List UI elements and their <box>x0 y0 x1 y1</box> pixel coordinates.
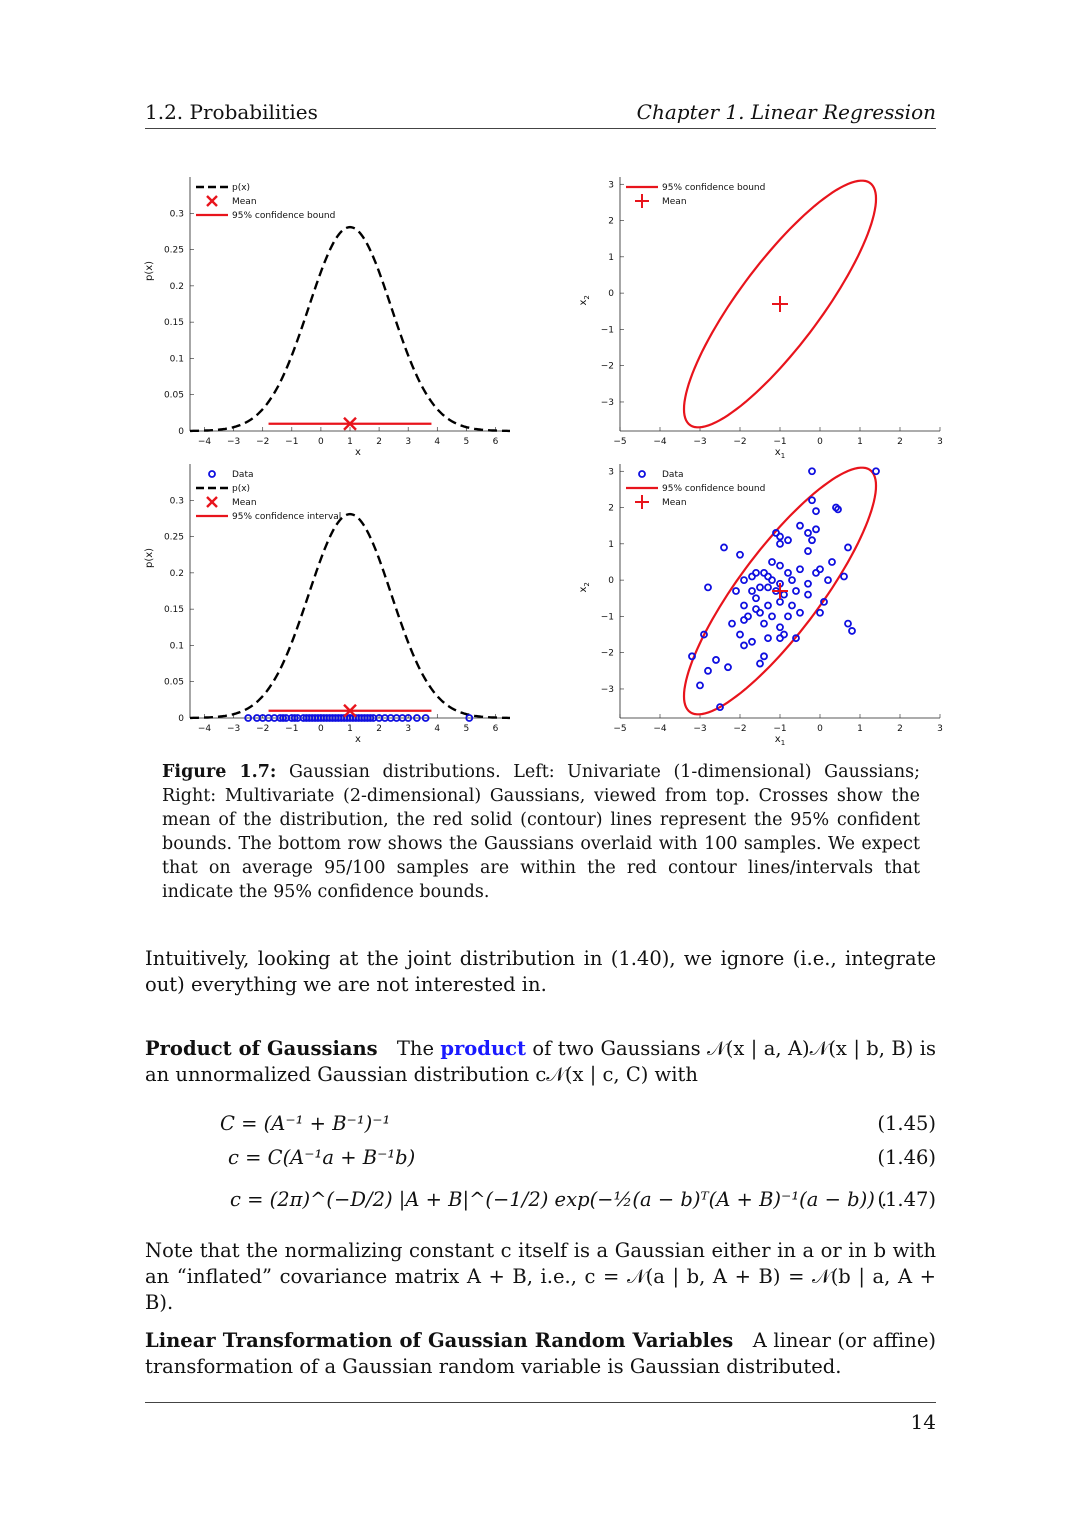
data-point <box>769 559 775 565</box>
data-point <box>813 508 819 514</box>
y-axis-label: p(x) <box>144 260 155 282</box>
x-tick-label: 1 <box>857 724 863 734</box>
y-tick-label: 0.05 <box>163 677 184 688</box>
x-tick-label: −1 <box>773 437 787 447</box>
x-tick-label: 2 <box>897 437 903 447</box>
legend-mean-marker <box>207 497 217 507</box>
data-point <box>813 526 819 532</box>
data-point <box>785 537 791 543</box>
legend-label: 95% confidence interval <box>232 512 342 522</box>
x-tick-label: 1 <box>347 437 353 447</box>
y-tick-label: 2 <box>608 503 614 514</box>
x-tick-label: 2 <box>376 724 382 734</box>
data-point <box>845 621 851 627</box>
x-axis-label: $x_1$ <box>774 447 786 460</box>
x-tick-label: −3 <box>693 724 707 734</box>
data-point <box>741 617 747 623</box>
data-point <box>805 581 811 587</box>
data-point <box>777 534 783 540</box>
x-tick-label: −4 <box>653 437 667 447</box>
data-point <box>765 603 771 609</box>
x-tick-label: −3 <box>693 437 707 447</box>
running-header-chapter: Chapter 1. Linear Regression <box>636 100 936 124</box>
data-point <box>725 664 731 670</box>
equation-number: (1.46) <box>877 1146 936 1169</box>
data-point <box>737 552 743 558</box>
x-tick-label: 1 <box>347 724 353 734</box>
plot-univariate-top <box>140 165 520 465</box>
plot-univariate-bottom <box>140 452 520 752</box>
x-tick-label: −2 <box>733 437 747 447</box>
data-point <box>777 624 783 630</box>
data-point <box>777 599 783 605</box>
data-point <box>785 613 791 619</box>
y-tick-label: −2 <box>600 361 614 372</box>
mean-marker <box>772 296 788 312</box>
data-point <box>817 610 823 616</box>
x-tick-label: −2 <box>256 437 270 447</box>
data-point <box>829 559 835 565</box>
y-tick-label: 0 <box>178 427 184 437</box>
data-point <box>757 661 763 667</box>
y-tick-label: 3 <box>608 467 614 478</box>
legend-data-marker <box>639 471 645 477</box>
legend-data-marker <box>209 471 215 477</box>
legend-mean-marker <box>635 495 649 509</box>
data-point <box>793 588 799 594</box>
data-point <box>749 639 755 645</box>
intro-paragraph: Intuitively, looking at the joint distribution in (1.40), we ignore (i.e., integrate out) everything we are not interested in. <box>145 947 936 996</box>
data-point <box>809 468 815 474</box>
figure-caption <box>162 760 920 904</box>
linear-heading: Linear Transformation of Gaussian Random Variables <box>145 1329 734 1352</box>
density-curve <box>190 227 510 431</box>
data-point <box>753 595 759 601</box>
x-tick-label: 5 <box>463 724 470 734</box>
equation-number: (1.45) <box>877 1112 936 1135</box>
equation-expr: c = C(A⁻¹a + B⁻¹b) <box>228 1146 416 1169</box>
y-tick-label: 0.3 <box>169 496 184 507</box>
y-tick-label: 0.15 <box>163 318 184 329</box>
data-point <box>785 570 791 576</box>
data-point <box>849 628 855 634</box>
data-point <box>797 566 803 572</box>
footer-rule <box>145 1402 936 1403</box>
data-point <box>749 588 755 594</box>
y-tick-label: 0.25 <box>163 245 184 256</box>
y-tick-label: 0 <box>178 714 184 724</box>
legend-mean-marker <box>207 196 217 206</box>
y-tick-label: 0.15 <box>163 605 184 616</box>
y-tick-label: 0.1 <box>169 354 184 365</box>
equation-expr: c = (2π)^(−D/2) |A + B|^(−1/2) exp(−½(a − b)ᵀ(A + B)⁻¹(a − b)) . <box>230 1188 888 1211</box>
plot-multivariate-bottom <box>570 452 950 752</box>
y-tick-label: 2 <box>608 216 614 227</box>
data-point <box>873 468 879 474</box>
x-tick-label: −4 <box>653 724 667 734</box>
legend-label: p(x) <box>232 183 251 193</box>
data-point <box>805 548 811 554</box>
y-tick-label: −1 <box>600 612 614 623</box>
y-tick-label: −3 <box>600 684 614 695</box>
y-tick-label: −3 <box>600 397 614 408</box>
caption-label: Figure 1.7: <box>162 762 277 782</box>
header-rule <box>145 128 936 129</box>
x-tick-label: 0 <box>318 724 324 734</box>
y-axis-label: $x_2$ <box>578 295 591 306</box>
data-point <box>789 603 795 609</box>
data-point <box>765 635 771 641</box>
y-tick-label: −2 <box>600 648 614 659</box>
legend-label: Data <box>232 470 254 480</box>
x-tick-label: −5 <box>613 437 627 447</box>
running-header-section: 1.2. Probabilities <box>145 100 318 124</box>
y-tick-label: 0 <box>608 576 614 587</box>
data-point <box>741 577 747 583</box>
density-curve <box>190 514 510 718</box>
data-point <box>825 577 831 583</box>
x-tick-label: 5 <box>463 437 470 447</box>
data-point <box>789 577 795 583</box>
legend-label: Mean <box>232 197 257 207</box>
data-point <box>729 621 735 627</box>
legend-mean-marker <box>635 194 649 208</box>
data-point <box>761 653 767 659</box>
y-axis-label: $x_2$ <box>578 582 591 593</box>
x-tick-label: 1 <box>857 437 863 447</box>
legend-label: 95% confidence bound <box>662 484 766 494</box>
data-point <box>777 563 783 569</box>
linear-text: A linear (or affine) transformation of a Gaussian random variable is Gaussian distributed. <box>145 1329 936 1378</box>
x-tick-label: 3 <box>405 437 412 447</box>
page-number: 14 <box>910 1410 936 1434</box>
data-point <box>797 610 803 616</box>
x-tick-label: 0 <box>318 437 324 447</box>
data-point <box>749 573 755 579</box>
x-axis-label: $x_1$ <box>774 734 786 747</box>
data-point <box>765 584 771 590</box>
y-tick-label: −1 <box>600 325 614 336</box>
data-point <box>809 537 815 543</box>
legend-label: Mean <box>662 197 687 207</box>
data-point <box>813 570 819 576</box>
data-point <box>805 592 811 598</box>
data-point <box>805 530 811 536</box>
caption-text: Gaussian distributions. Left: Univariate (1-dimensional) Gaussians; Right: Multivariate (2-dimensional) Gaussians, viewed from top. Crosses show the mean of the distribution, the red solid (contour) lines represent the 95% confident bounds. The bottom row shows the Gaussians overlaid with 100 samples. We expect that on average 95/100 samples are within the red contour lines/intervals that indicate the 95% confidence bounds. <box>162 762 920 902</box>
x-tick-label: 6 <box>492 437 499 447</box>
y-tick-label: 0.25 <box>163 532 184 543</box>
equation-number: (1.47) <box>877 1188 936 1211</box>
data-point <box>757 584 763 590</box>
x-tick-label: 0 <box>817 437 823 447</box>
data-point <box>797 523 803 529</box>
data-point <box>705 584 711 590</box>
legend-label: p(x) <box>232 484 251 494</box>
x-tick-label: 4 <box>434 437 441 447</box>
y-tick-label: 0.1 <box>169 641 184 652</box>
legend-label: 95% confidence bound <box>232 211 336 221</box>
x-tick-label: 4 <box>434 724 441 734</box>
x-tick-label: −2 <box>256 724 270 734</box>
legend-label: Mean <box>662 498 687 508</box>
x-tick-label: −1 <box>773 724 787 734</box>
data-point <box>697 682 703 688</box>
x-tick-label: 2 <box>376 437 382 447</box>
data-point <box>705 668 711 674</box>
plot-multivariate-top <box>570 165 950 465</box>
legend-label: Mean <box>232 498 257 508</box>
x-tick-label: −3 <box>226 724 241 734</box>
equation-expr: C = (A⁻¹ + B⁻¹)⁻¹ <box>220 1112 391 1135</box>
data-point <box>733 588 739 594</box>
x-tick-label: −1 <box>285 724 299 734</box>
data-point <box>713 657 719 663</box>
y-axis-label: p(x) <box>144 547 155 569</box>
x-tick-label: 6 <box>492 724 499 734</box>
y-tick-label: 0.05 <box>163 390 184 401</box>
data-point <box>777 635 783 641</box>
data-point <box>841 573 847 579</box>
x-tick-label: 0 <box>817 724 823 734</box>
data-point <box>757 610 763 616</box>
x-tick-label: −2 <box>733 724 747 734</box>
x-axis-label: x <box>355 447 361 458</box>
data-point <box>741 642 747 648</box>
legend-label: Data <box>662 470 684 480</box>
x-tick-label: 3 <box>937 724 943 734</box>
product-paragraph <box>145 1036 936 1088</box>
x-tick-label: 3 <box>937 437 943 447</box>
y-tick-label: 0.3 <box>169 209 184 220</box>
data-point <box>845 544 851 550</box>
note-paragraph: Note that the normalizing constant c itself is a Gaussian either in a or in b with an “inflated” covariance matrix A + B, i.e., c = 𝒩(a | b, A + B) = 𝒩(b | a, A + B). <box>145 1239 936 1314</box>
data-point <box>809 497 815 503</box>
y-tick-label: 1 <box>608 539 614 550</box>
product-heading: Product of Gaussians <box>145 1037 378 1060</box>
product-text-2: of two Gaussians 𝒩(x | a, A)𝒩(x | b, B) is an unnormalized Gaussian distribution c𝒩(x | c, C) with <box>145 1037 936 1086</box>
legend-label: 95% confidence bound <box>662 183 766 193</box>
x-tick-label: −3 <box>226 437 241 447</box>
y-tick-label: 3 <box>608 180 614 191</box>
x-tick-label: −5 <box>613 724 627 734</box>
y-tick-label: 0.2 <box>169 568 184 579</box>
x-tick-label: 2 <box>897 724 903 734</box>
data-point <box>769 613 775 619</box>
product-text-1: The <box>396 1037 434 1060</box>
y-tick-label: 0.2 <box>169 281 184 292</box>
product-link[interactable]: product <box>440 1037 526 1060</box>
x-tick-label: 3 <box>405 724 412 734</box>
data-point <box>737 632 743 638</box>
linear-paragraph <box>145 1328 936 1380</box>
y-tick-label: 1 <box>608 252 614 263</box>
data-point <box>769 577 775 583</box>
x-axis-label: x <box>355 734 361 745</box>
data-point <box>721 544 727 550</box>
x-tick-label: −4 <box>197 437 212 447</box>
x-tick-label: −4 <box>197 724 212 734</box>
data-point <box>781 592 787 598</box>
y-tick-label: 0 <box>608 289 614 300</box>
data-point <box>741 603 747 609</box>
x-tick-label: −1 <box>285 437 299 447</box>
data-point <box>777 541 783 547</box>
data-point <box>761 621 767 627</box>
